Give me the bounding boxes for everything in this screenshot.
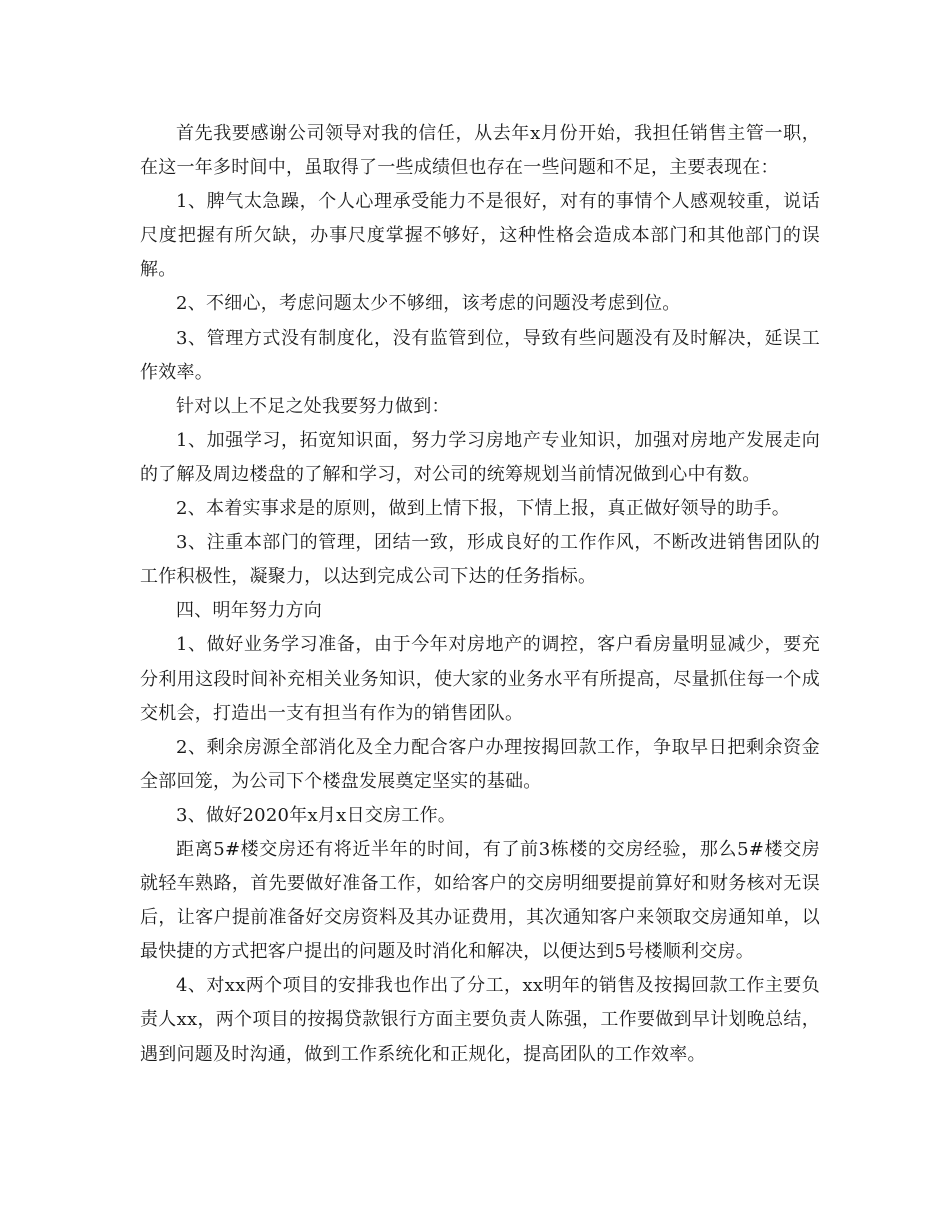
paragraph-handover-details: 距离5#楼交房还有将近半年的时间，有了前3栋楼的交房经验，那么5#楼交房就轻车熟路，首先要做好准备工作，如给客户的交房明细要提前算好和财务核对无误后，让客户提前准备好交房资料及其办证费用，其次通知客户来领取交房通知单，以最快捷的方式把客户提出的问题及时消化和解决，以便达到5号楼顺利交房。 [140, 838, 820, 963]
paragraph-problem-1: 1、脾气太急躁，个人心理承受能力不是很好，对有的事情个人感观较重，说话尺度把握有所欠缺，办事尺度掌握不够好，这种性格会造成本部门和其他部门的误解。 [140, 191, 820, 281]
paragraph-intro: 首先我要感谢公司领导对我的信任，从去年x月份开始，我担任销售主管一职，在这一年多时间中，虽取得了一些成绩但也存在一些问题和不足，主要表现在： [140, 123, 820, 179]
paragraph-plan-1: 1、做好业务学习准备，由于今年对房地产的调控，客户看房量明显减少，要充分利用这段时间补充相关业务知识，使大家的业务水平有所提高，尽量抓住每一个成交机会，打造出一支有担当有作为的销售团队。 [140, 634, 820, 724]
paragraph-problem-3: 3、管理方式没有制度化，没有监管到位，导致有些问题没有及时解决，延误工作效率。 [140, 327, 820, 383]
section-heading-next-year: 四、明年努力方向 [176, 600, 322, 622]
paragraph-improvement-heading: 针对以上不足之处我要努力做到： [176, 395, 450, 417]
document-body [140, 117, 820, 1072]
paragraph-improvement-3: 3、注重本部门的管理，团结一致，形成良好的工作作风，不断改进销售团队的工作积极性，凝聚力，以达到完成公司下达的任务指标。 [140, 532, 820, 588]
paragraph-problem-2: 2、不细心，考虑问题太少不够细，该考虑的问题没考虑到位。 [176, 293, 681, 315]
paragraph-improvement-1: 1、加强学习，拓宽知识面，努力学习房地产专业知识，加强对房地产发展走向的了解及周边楼盘的了解和学习，对公司的统筹规划当前情况做到心中有数。 [140, 429, 820, 485]
paragraph-plan-2: 2、剩余房源全部消化及全力配合客户办理按揭回款工作，争取早日把剩余资金全部回笼，为公司下个楼盘发展奠定坚实的基础。 [140, 736, 820, 792]
paragraph-plan-3: 3、做好2020年x月x日交房工作。 [176, 804, 457, 826]
paragraph-plan-4: 4、对xx两个项目的安排我也作出了分工，xx明年的销售及按揭回款工作主要负责人xx，两个项目的按揭贷款银行方面主要负责人陈强，工作要做到早计划晚总结，遇到问题及时沟通，做到工作系统化和正规化，提高团队的工作效率。 [140, 975, 820, 1065]
paragraph-improvement-2: 2、本着实事求是的原则，做到上情下报，下情上报，真正做好领导的助手。 [176, 498, 790, 520]
